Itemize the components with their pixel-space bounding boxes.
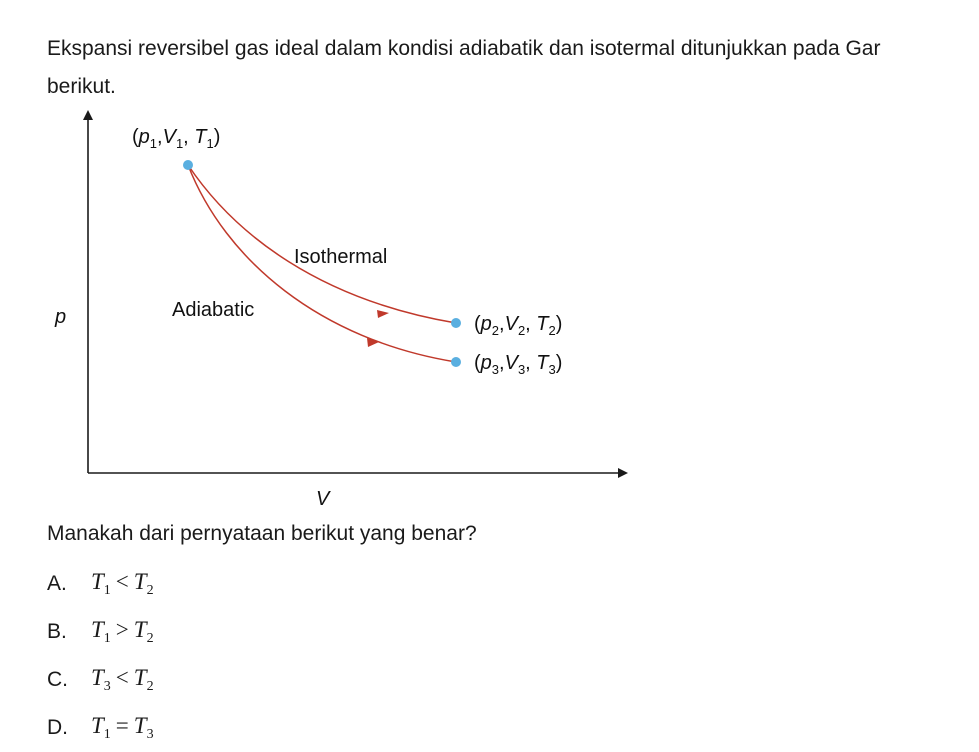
- question-text: Manakah dari pernyataan berikut yang benar?: [47, 522, 477, 545]
- adiabatic-label: Adiabatic: [172, 299, 255, 321]
- option-letter: A.: [47, 572, 67, 595]
- option-expression: $T_1 > T_2$: [91, 617, 154, 646]
- point-3-marker: [451, 357, 461, 367]
- isothermal-arrow-icon: [377, 310, 389, 318]
- option-expression: $T_1 < T_2$: [91, 569, 154, 598]
- point-2-label: ($p_2,V_2$, $T_2$): [474, 313, 563, 338]
- option-a[interactable]: [47, 560, 154, 608]
- option-letter: D.: [47, 716, 68, 739]
- y-axis-label: p: [55, 306, 67, 328]
- option-b[interactable]: [47, 608, 154, 656]
- option-letter: C.: [47, 668, 68, 691]
- point-3-label: ($p_3,V_3$, $T_3$): [474, 352, 563, 377]
- option-expression: $T_3 < T_2$: [91, 665, 154, 694]
- point-1-marker: [183, 160, 193, 170]
- point-2-marker: [451, 318, 461, 328]
- option-c[interactable]: [47, 656, 154, 704]
- option-expression: $T_1 = T_3$: [91, 713, 154, 742]
- x-axis-label: V: [316, 488, 330, 510]
- option-letter: B.: [47, 620, 67, 643]
- point-1-label: ($p_1,V_1$, $T_1$): [132, 126, 221, 151]
- option-d[interactable]: [47, 704, 154, 752]
- answer-options: [47, 560, 154, 752]
- intro-line-1: Ekspansi reversibel gas ideal dalam kondisi adiabatik dan isotermal ditunjukkan pada Gar: [47, 37, 881, 60]
- intro-line-2: berikut.: [47, 75, 116, 98]
- isothermal-label: Isothermal: [294, 246, 388, 268]
